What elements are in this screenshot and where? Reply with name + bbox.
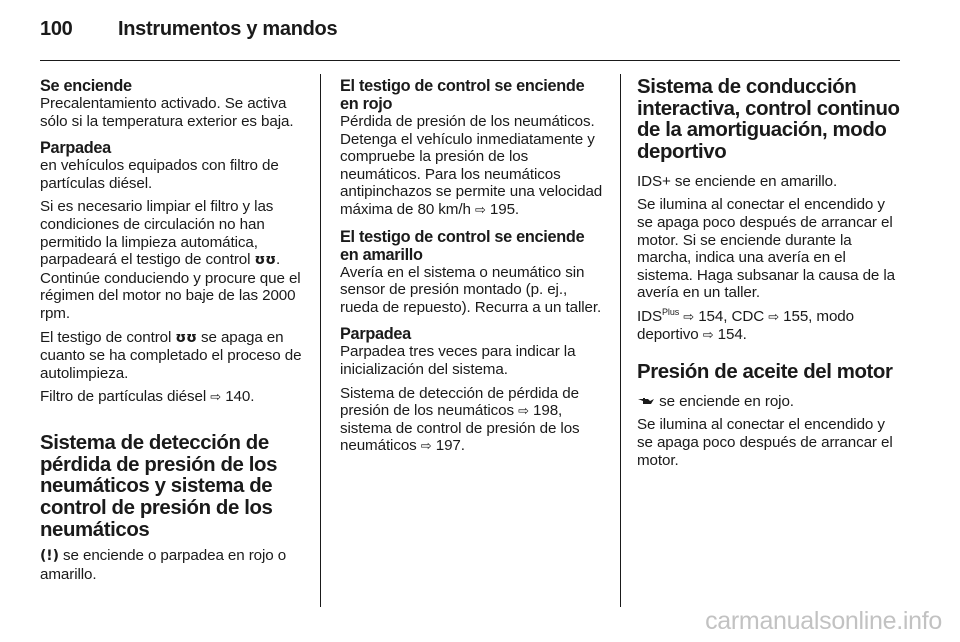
watermark: carmanualsonline.info [705, 607, 942, 635]
heading-parpadea: Parpadea [40, 139, 111, 158]
column-2 [340, 77, 604, 455]
paragraph-testigo-apaga: El testigo de control ʊʊ se apaga en cuanto se ha completado el proceso de autolimpieza. [40, 328, 302, 382]
glow-plug-icon: ʊʊ [175, 329, 197, 346]
paragraph-averia-sistema: Avería en el sistema o neumático sin sensor de presión montado (p. ej., rueda de repuesto). Recurra a un taller. [340, 263, 602, 316]
paragraph-parpadea-tres: Parpadea tres veces para indicar la inicialización del sistema. [340, 343, 576, 378]
heading-se-enciende: Se enciende [40, 77, 132, 95]
page-reference[interactable]: 154. [717, 325, 747, 343]
page-header [40, 18, 337, 41]
paragraph-ilumina: Se ilumina al conectar el encendido y se apaga poco después de arrancar el motor. Si se enciende durante la marcha, indica una avería en el sistema. Haga subsanar la causa de la avería en un taller. [637, 196, 896, 302]
page-reference[interactable]: 154, CDC [698, 307, 765, 325]
page-reference-arrow-icon: ⇨ [702, 326, 714, 342]
header-rule [40, 60, 900, 61]
heading-presion-aceite: Presión de aceite del motor [637, 361, 893, 384]
paragraph-filtro-ref: Filtro de partículas diésel ⇨ 140. [40, 388, 255, 406]
paragraph-limpiar-filtro: Si es necesario limpiar el filtro y las condiciones de circulación no han permitido la limpieza automática, parpadeará el testigo de control ʊʊ. Continúe conduciendo y procure que el régimen del motor no baje de las 2000 rpm. [40, 198, 301, 322]
paragraph-tpms: (!) se enciende o parpadea en rojo o amarillo. [40, 547, 287, 584]
page-reference-arrow-icon: ⇨ [683, 308, 695, 324]
page-reference[interactable]: 198, sistema de control de presión de los neumáticos [340, 402, 580, 455]
heading-parpadea: Parpadea [340, 325, 411, 344]
column-1 [40, 77, 304, 584]
paragraph-sistema-refs: Sistema de detección de pérdida de presión de los neumáticos ⇨ 198, sistema de control de presión de los neumáticos ⇨ 197. [340, 384, 580, 455]
page-reference[interactable]: 140. [225, 388, 255, 406]
heading-testigo-rojo: El testigo de control se enciende en rojo [340, 77, 585, 113]
page-title: Instrumentos y mandos [118, 18, 338, 40]
page-reference-arrow-icon: ⇨ [420, 438, 432, 454]
tire-pressure-warning-icon: (!) [40, 548, 59, 565]
paragraph-vehiculos: en vehículos equipados con filtro de partículas diésel. [40, 157, 279, 192]
paragraph-ids-refs: $IDS^{Plus}$ ⇨ 154, CDC ⇨ 155, modo deportivo ⇨ 154. [637, 306, 854, 343]
column-divider [620, 74, 621, 607]
oil-can-icon [637, 396, 655, 405]
page-reference-arrow-icon: ⇨ [768, 308, 779, 324]
page-reference[interactable]: 195. [489, 200, 520, 218]
paragraph-ids: IDS+ se enciende en amarillo. [637, 172, 838, 190]
column-3 [637, 77, 903, 469]
paragraph-aceite-ilumina: Se ilumina al conectar el encendido y se apaga poco después de arrancar el motor. [637, 416, 893, 469]
page-reference[interactable]: 197. [435, 437, 465, 455]
paragraph-precalentamiento: Precalentamiento activado. Se activa sólo si la temperatura exterior es baja. [40, 95, 294, 130]
page-number: 100 [40, 18, 73, 40]
column-divider [320, 74, 321, 607]
heading-conduccion-interactiva: Sistema de conducción interactiva, control continuo de la amortiguación, modo deportivo [637, 76, 900, 164]
page-reference-arrow-icon: ⇨ [474, 201, 486, 217]
heading-sistema-deteccion: Sistema de detección de pérdida de presión de los neumáticos y sistema de control de presión de los neumáticos [40, 431, 278, 541]
page-reference-arrow-icon: ⇨ [210, 389, 222, 405]
paragraph-perdida-presion: Pérdida de presión de los neumáticos. Detenga el vehículo inmediatamente y compruebe la presión de los neumáticos. Para los neumáticos antipinchazos se permite una velocidad máxima de 80 km/h ⇨ 195. [340, 113, 603, 218]
paragraph-aceite-rojo: se enciende en rojo. [637, 393, 903, 411]
page-reference[interactable]: 155, modo deportivo [637, 307, 854, 343]
page-reference-arrow-icon: ⇨ [518, 403, 529, 419]
heading-testigo-amarillo: El testigo de control se enciende en amarillo [340, 227, 585, 264]
glow-plug-icon: ʊʊ [254, 252, 276, 269]
